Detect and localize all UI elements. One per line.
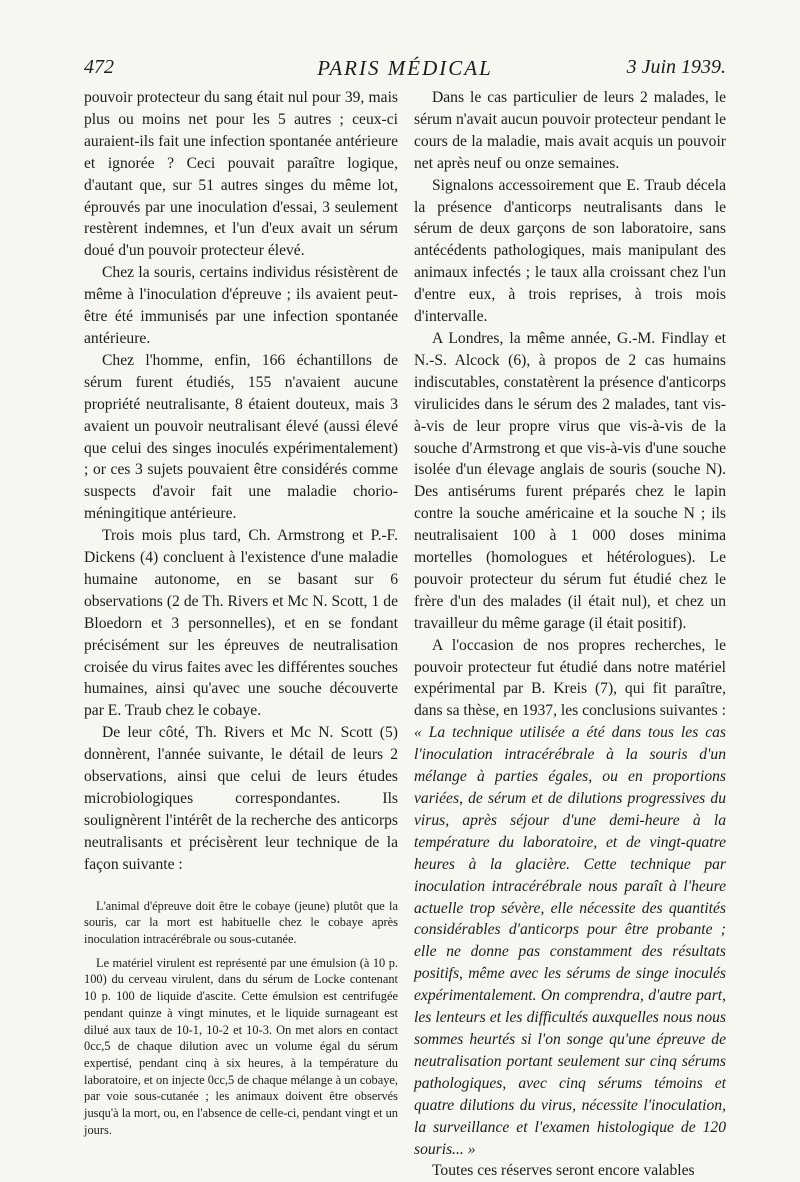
paragraph: Chez la souris, certains individus résistèrent de même à l'inoculation d'épreuve ; ils avaient peut-être été immunisés par une infection spontanée antérieure. xyxy=(84,264,398,347)
paragraph: Signalons accessoirement que E. Traub décela la présence d'anticorps neutralisants dans le sérum de deux garçons de son laboratoire, sans antécédents pathologiques, mais manipulant des animaux infectés ; le taux alla croissant chez l'un d'entre eux, à trois reprises, à trois mois d'intervalle. xyxy=(414,176,726,326)
technique-note xyxy=(84,898,398,1139)
small-paragraph: Le matériel virulent est représenté par une émulsion (à 10 p. 100) du cerveau virulent, dans du sérum de Locke contenant 10 p. 100 de liquide d'ascite. Cette émulsion est centrifugée pendant quinze à vingt minutes, et le liquide surnageant est dilué aux taux de 10-1, 10-2 et 10-3. On met alors en contact 0cc,5 de chaque dilution avec un volume égal du sérum expertisé, pendant cinq à six heures, à la température du laboratoire, et on injecte 0cc,5 de chaque mélange à un cobaye, par voie sous-cutanée ; les animaux doivent être observés jusqu'à la mort, ou, en l'absence de celle-ci, pendant vingt et un jours. xyxy=(84,955,398,1137)
paragraph: Chez l'homme, enfin, 166 échantillons de sérum furent étudiés, 155 n'avaient aucune propriété neutralisante, 8 étaient douteux, mais 3 avaient un pouvoir neutralisant élevé (aussi élevé que celui des singes inoculés expérimentalement) ; or ces 3 sujets pouvaient être considérés comme suspects d'avoir fait une maladie chorio-méningitique antérieure. xyxy=(84,351,398,523)
issue-date: 3 Juin 1939. xyxy=(626,56,726,78)
paragraph xyxy=(414,635,726,1161)
small-paragraph: L'animal d'épreuve doit être le cobaye (jeune) plutôt que la souris, car la mort est habituelle chez le cobaye après inoculation intracérébrale ou sous-cutanée. xyxy=(84,898,398,947)
paragraph: De leur côté, Th. Rivers et Mc N. Scott (5) donnèrent, l'année suivante, le détail de leurs 2 observations, ainsi que celui de leurs études microbiologiques correspondantes. Ils soulignèrent l'intérêt de la recherche des anticorps neutralisants et précisèrent leur technique de la façon suivante : xyxy=(84,724,398,873)
paragraph: Trois mois plus tard, Ch. Armstrong et P.-F. Dickens (4) concluent à l'existence d'une maladie humaine autonome, en se basant sur 6 observations (2 de Th. Rivers et Mc N. Scott, 1 de Bloedorn et 3 personnelles), et en se fondant précisément sur les épreuves de neutralisation croisée du virus faites avec les différentes souches humaines, ainsi qu'avec une souche découverte par E. Traub chez le cobaye. xyxy=(84,527,398,720)
page-number: 472 xyxy=(84,56,114,78)
paragraph: Dans le cas particulier de leurs 2 malades, le sérum n'avait aucun pouvoir protecteur pendant le cours de la maladie, mais avait acquis un pouvoir net après neuf ou onze semaines. xyxy=(414,89,726,172)
paragraph: A Londres, la même année, G.-M. Findlay et N.-S. Alcock (6), à propos de 2 cas humains indiscutables, constatèrent la présence d'anticorps virulicides dans le sérum des 2 malades, tant vis-à-vis de leur propre virus que vis-à-vis de la souche d'Armstrong et que vis-à-vis d'une souche isolée d'un élevage anglais de souris (souche N). Des antisérums furent préparés chez le lapin contre la souche américaine et la souche N ; ils neutralisaient 100 à 1 000 doses minima mortelles (homologues et hétérologues). Le pouvoir protecteur du sérum fut étudié chez le frère d'un des malades (il était nul), et chez un travailleur du même garage (il était positif). xyxy=(414,329,726,632)
page-header xyxy=(84,56,726,82)
paragraph: Toutes ces réserves seront encore valables xyxy=(432,1162,695,1180)
kreis-quotation: « La technique utilisée a été dans tous les cas l'inoculation intracérébrale à la souris d'un mélange à parties égales, ou en proportions variées, de sérum et de dilutions progressives du virus, après séjour d'une demi-heure à la température du laboratoire, et de vingt-quatre heures à la glacière. Cette technique par inoculation intracérébrale nous paraît à l'heure actuelle trop sévère, elle nécessite des quantités considérables d'anticorps pour être probante ; elle ne donne pas constamment des résultats positifs, même avec les sérums de singe inoculés expérimentalement. On comprendra, d'autre part, les lenteurs et les difficultés auxquelles nous nous sommes heurtés si l'on songe qu'une épreuve de neutralisation portant seulement sur cinq sérums pathologiques, avec cinq sérums témoins et quatre dilutions du virus, nécessite l'inoculation, la surveillance et l'examen histologique de 120 souris... » xyxy=(414,724,726,1158)
paragraph: pouvoir protecteur du sang était nul pour 39, mais plus ou moins net pour les 5 autres ; ceux-ci auraient-ils fait une infection spontanée antérieure et ignorée ? Ceci pouvait paraître logique, d'autant que, sur 51 autres singes du même lot, éprouvés par une inoculation d'essai, 3 seulement restèrent indemnes, et l'un d'eux avait un sérum doué d'un pouvoir protecteur élevé. xyxy=(84,89,398,260)
journal-title: PARIS MÉDICAL xyxy=(317,56,493,80)
left-column xyxy=(84,87,398,1145)
right-column xyxy=(414,87,726,1182)
paragraph-lead: A l'occasion de nos propres recherches, le pouvoir protecteur fut étudié dans notre matériel expérimental par B. Kreis (7), qui fit paraître, dans sa thèse, en 1937, les conclusions suivantes : xyxy=(414,636,726,720)
